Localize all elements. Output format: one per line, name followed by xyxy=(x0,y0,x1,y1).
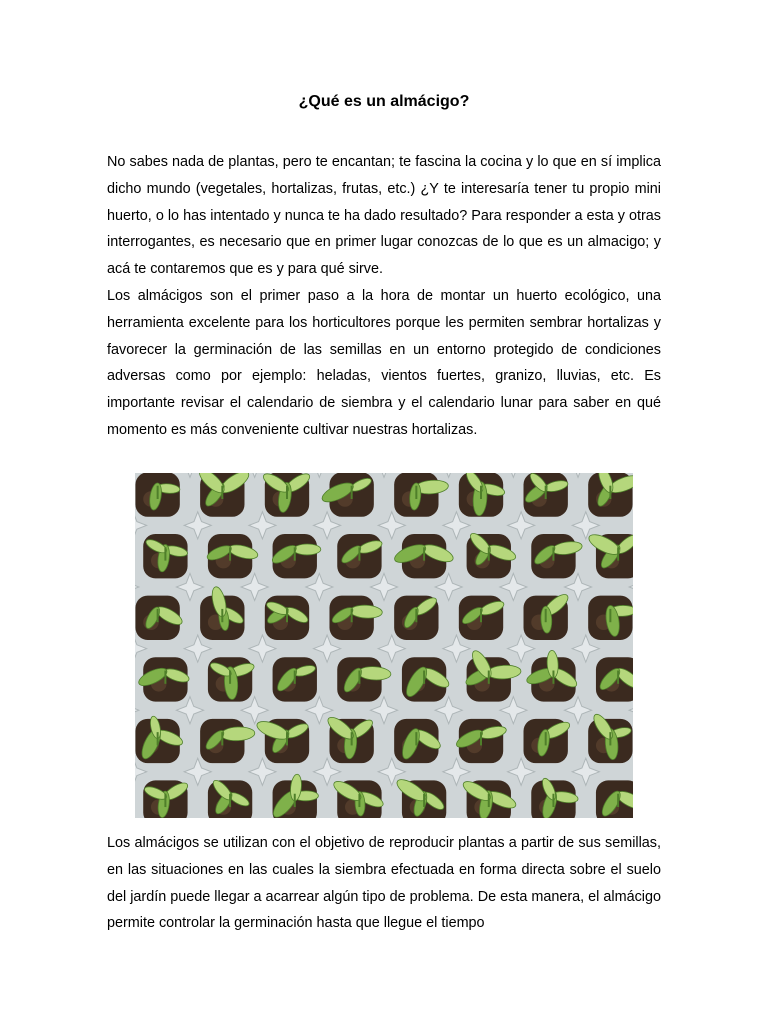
seedling-tray-photo xyxy=(135,473,633,818)
body-text xyxy=(107,830,661,937)
paragraph: Los almácigos se utilizan con el objetivo de reproducir plantas a partir de sus semillas, en las situaciones en las cuales la siembra efectuada en forma directa sobre el suelo del jardín puede llegar a acarrear algún tipo de problema. De esta manera, el almácigo permite controlar la germinación hasta que llegue el tiempo xyxy=(107,835,661,932)
paragraph: Los almácigos son el primer paso a la hora de montar un huerto ecológico, una herramienta excelente para los horticultores porque les permiten sembrar hortalizas y favorecer la germinación de las semillas en un entorno protegido de condiciones adversas como por ejemplo: heladas, vientos fuertes, granizo, lluvias, etc. Es importante revisar el calendario de siembra y el calendario lunar para saber en qué momento es más conveniente cultivar nuestras hortalizas. xyxy=(107,287,661,438)
paragraph: No sabes nada de plantas, pero te encantan; te fascina la cocina y lo que en sí implica dicho mundo (vegetales, hortalizas, frutas, etc.) ¿Y te interesaría tener tu propio mini huerto, o lo has intentado y nunca te ha dado resultado? Para responder a esta y otras interrogantes, es necesario que en primer lugar conozcas de lo que es un almacigo; y acá te contaremos que es y para qué sirve. xyxy=(107,154,661,278)
seedling-tray-illustration xyxy=(135,473,633,818)
seedling-leaf xyxy=(293,544,320,555)
intro-text xyxy=(107,149,661,444)
page-title: ¿Qué es un almácigo? xyxy=(298,93,470,110)
